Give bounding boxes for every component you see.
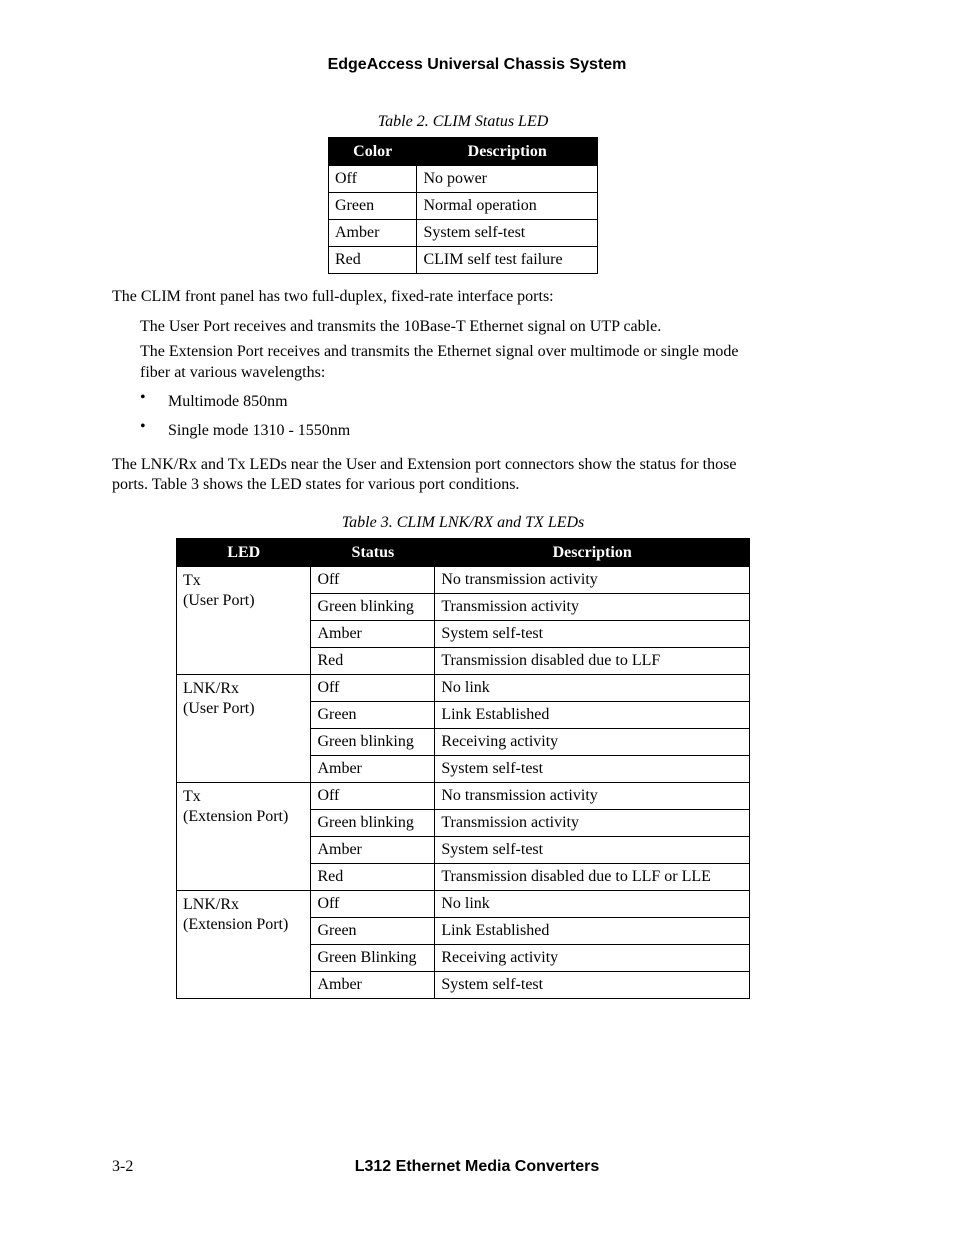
table2-caption: Table 2. CLIM Status LED xyxy=(377,113,549,130)
footer-title: L312 Ethernet Media Converters xyxy=(354,1158,600,1175)
led-name: Tx xyxy=(183,572,201,589)
led-paragraph-line1: The LNK/Rx and Tx LEDs near the User and Extension port connectors show the status for those xyxy=(112,456,737,473)
description-cell: Receiving activity xyxy=(435,729,750,756)
table3-header-led: LED xyxy=(177,539,311,567)
description-cell: System self-test xyxy=(435,972,750,999)
bullet-item: Multimode 850nm xyxy=(168,393,288,410)
table2-cell: Off xyxy=(329,166,417,193)
status-cell: Amber xyxy=(311,837,435,864)
status-cell: Amber xyxy=(311,972,435,999)
table-row xyxy=(329,247,598,274)
table-row xyxy=(177,783,750,810)
table-row xyxy=(177,891,750,918)
table-row xyxy=(177,567,750,594)
description-cell: System self-test xyxy=(435,837,750,864)
description-cell: Receiving activity xyxy=(435,945,750,972)
status-cell: Off xyxy=(311,567,435,594)
status-cell: Amber xyxy=(311,621,435,648)
table2-cell: Normal operation xyxy=(417,193,598,220)
status-cell: Amber xyxy=(311,756,435,783)
table-row xyxy=(177,675,750,702)
table2-cell: System self-test xyxy=(417,220,598,247)
user-port-paragraph: The User Port receives and transmits the 10Base-T Ethernet signal on UTP cable. xyxy=(140,318,662,335)
status-cell: Red xyxy=(311,864,435,891)
description-cell: No transmission activity xyxy=(435,567,750,594)
table-row xyxy=(329,166,598,193)
led-group-cell xyxy=(177,891,311,999)
bullet-icon: • xyxy=(140,389,146,406)
led-port: (User Port) xyxy=(183,700,255,717)
led-name: LNK/Rx xyxy=(183,896,239,913)
table2-header-description: Description xyxy=(417,138,598,166)
table-row xyxy=(329,193,598,220)
led-name: Tx xyxy=(183,788,201,805)
description-cell: Transmission disabled due to LLF xyxy=(435,648,750,675)
bullet-icon: • xyxy=(140,418,146,435)
led-port: (Extension Port) xyxy=(183,916,289,933)
table2-cell: CLIM self test failure xyxy=(417,247,598,274)
description-cell: Link Established xyxy=(435,702,750,729)
led-port: (User Port) xyxy=(183,592,255,609)
table2-cell: Green xyxy=(329,193,417,220)
status-cell: Green blinking xyxy=(311,594,435,621)
led-port: (Extension Port) xyxy=(183,808,289,825)
description-cell: No link xyxy=(435,675,750,702)
status-cell: Green xyxy=(311,918,435,945)
status-cell: Green Blinking xyxy=(311,945,435,972)
table2-cell: No power xyxy=(417,166,598,193)
status-cell: Off xyxy=(311,675,435,702)
description-cell: No link xyxy=(435,891,750,918)
status-cell: Green blinking xyxy=(311,729,435,756)
table2-cell: Red xyxy=(329,247,417,274)
description-cell: Link Established xyxy=(435,918,750,945)
table2-cell: Amber xyxy=(329,220,417,247)
description-cell: Transmission activity xyxy=(435,594,750,621)
status-cell: Off xyxy=(311,891,435,918)
table3-header-status: Status xyxy=(311,539,435,567)
status-cell: Red xyxy=(311,648,435,675)
led-group-cell xyxy=(177,675,311,783)
table3-header-description: Description xyxy=(435,539,750,567)
table3-caption: Table 3. CLIM LNK/RX and TX LEDs xyxy=(341,514,585,531)
table2-header-color: Color xyxy=(329,138,417,166)
table-row xyxy=(329,220,598,247)
intro-paragraph: The CLIM front panel has two full-duplex, fixed-rate interface ports: xyxy=(112,288,554,305)
clim-status-led-table xyxy=(328,137,598,274)
led-paragraph-line2: ports. Table 3 shows the LED states for various port conditions. xyxy=(112,476,520,493)
extension-port-paragraph-line2: fiber at various wavelengths: xyxy=(140,364,326,381)
led-group-cell xyxy=(177,783,311,891)
bullet-item: Single mode 1310 - 1550nm xyxy=(168,422,351,439)
description-cell: Transmission activity xyxy=(435,810,750,837)
led-name: LNK/Rx xyxy=(183,680,239,697)
page-number: 3-2 xyxy=(112,1158,134,1175)
description-cell: System self-test xyxy=(435,621,750,648)
led-group-cell xyxy=(177,567,311,675)
status-cell: Green xyxy=(311,702,435,729)
clim-lnk-tx-led-table xyxy=(176,538,750,999)
description-cell: Transmission disabled due to LLF or LLE xyxy=(435,864,750,891)
description-cell: No transmission activity xyxy=(435,783,750,810)
status-cell: Off xyxy=(311,783,435,810)
extension-port-paragraph-line1: The Extension Port receives and transmits the Ethernet signal over multimode or single mode xyxy=(140,343,739,360)
description-cell: System self-test xyxy=(435,756,750,783)
page-header-title: EdgeAccess Universal Chassis System xyxy=(327,56,627,73)
status-cell: Green blinking xyxy=(311,810,435,837)
